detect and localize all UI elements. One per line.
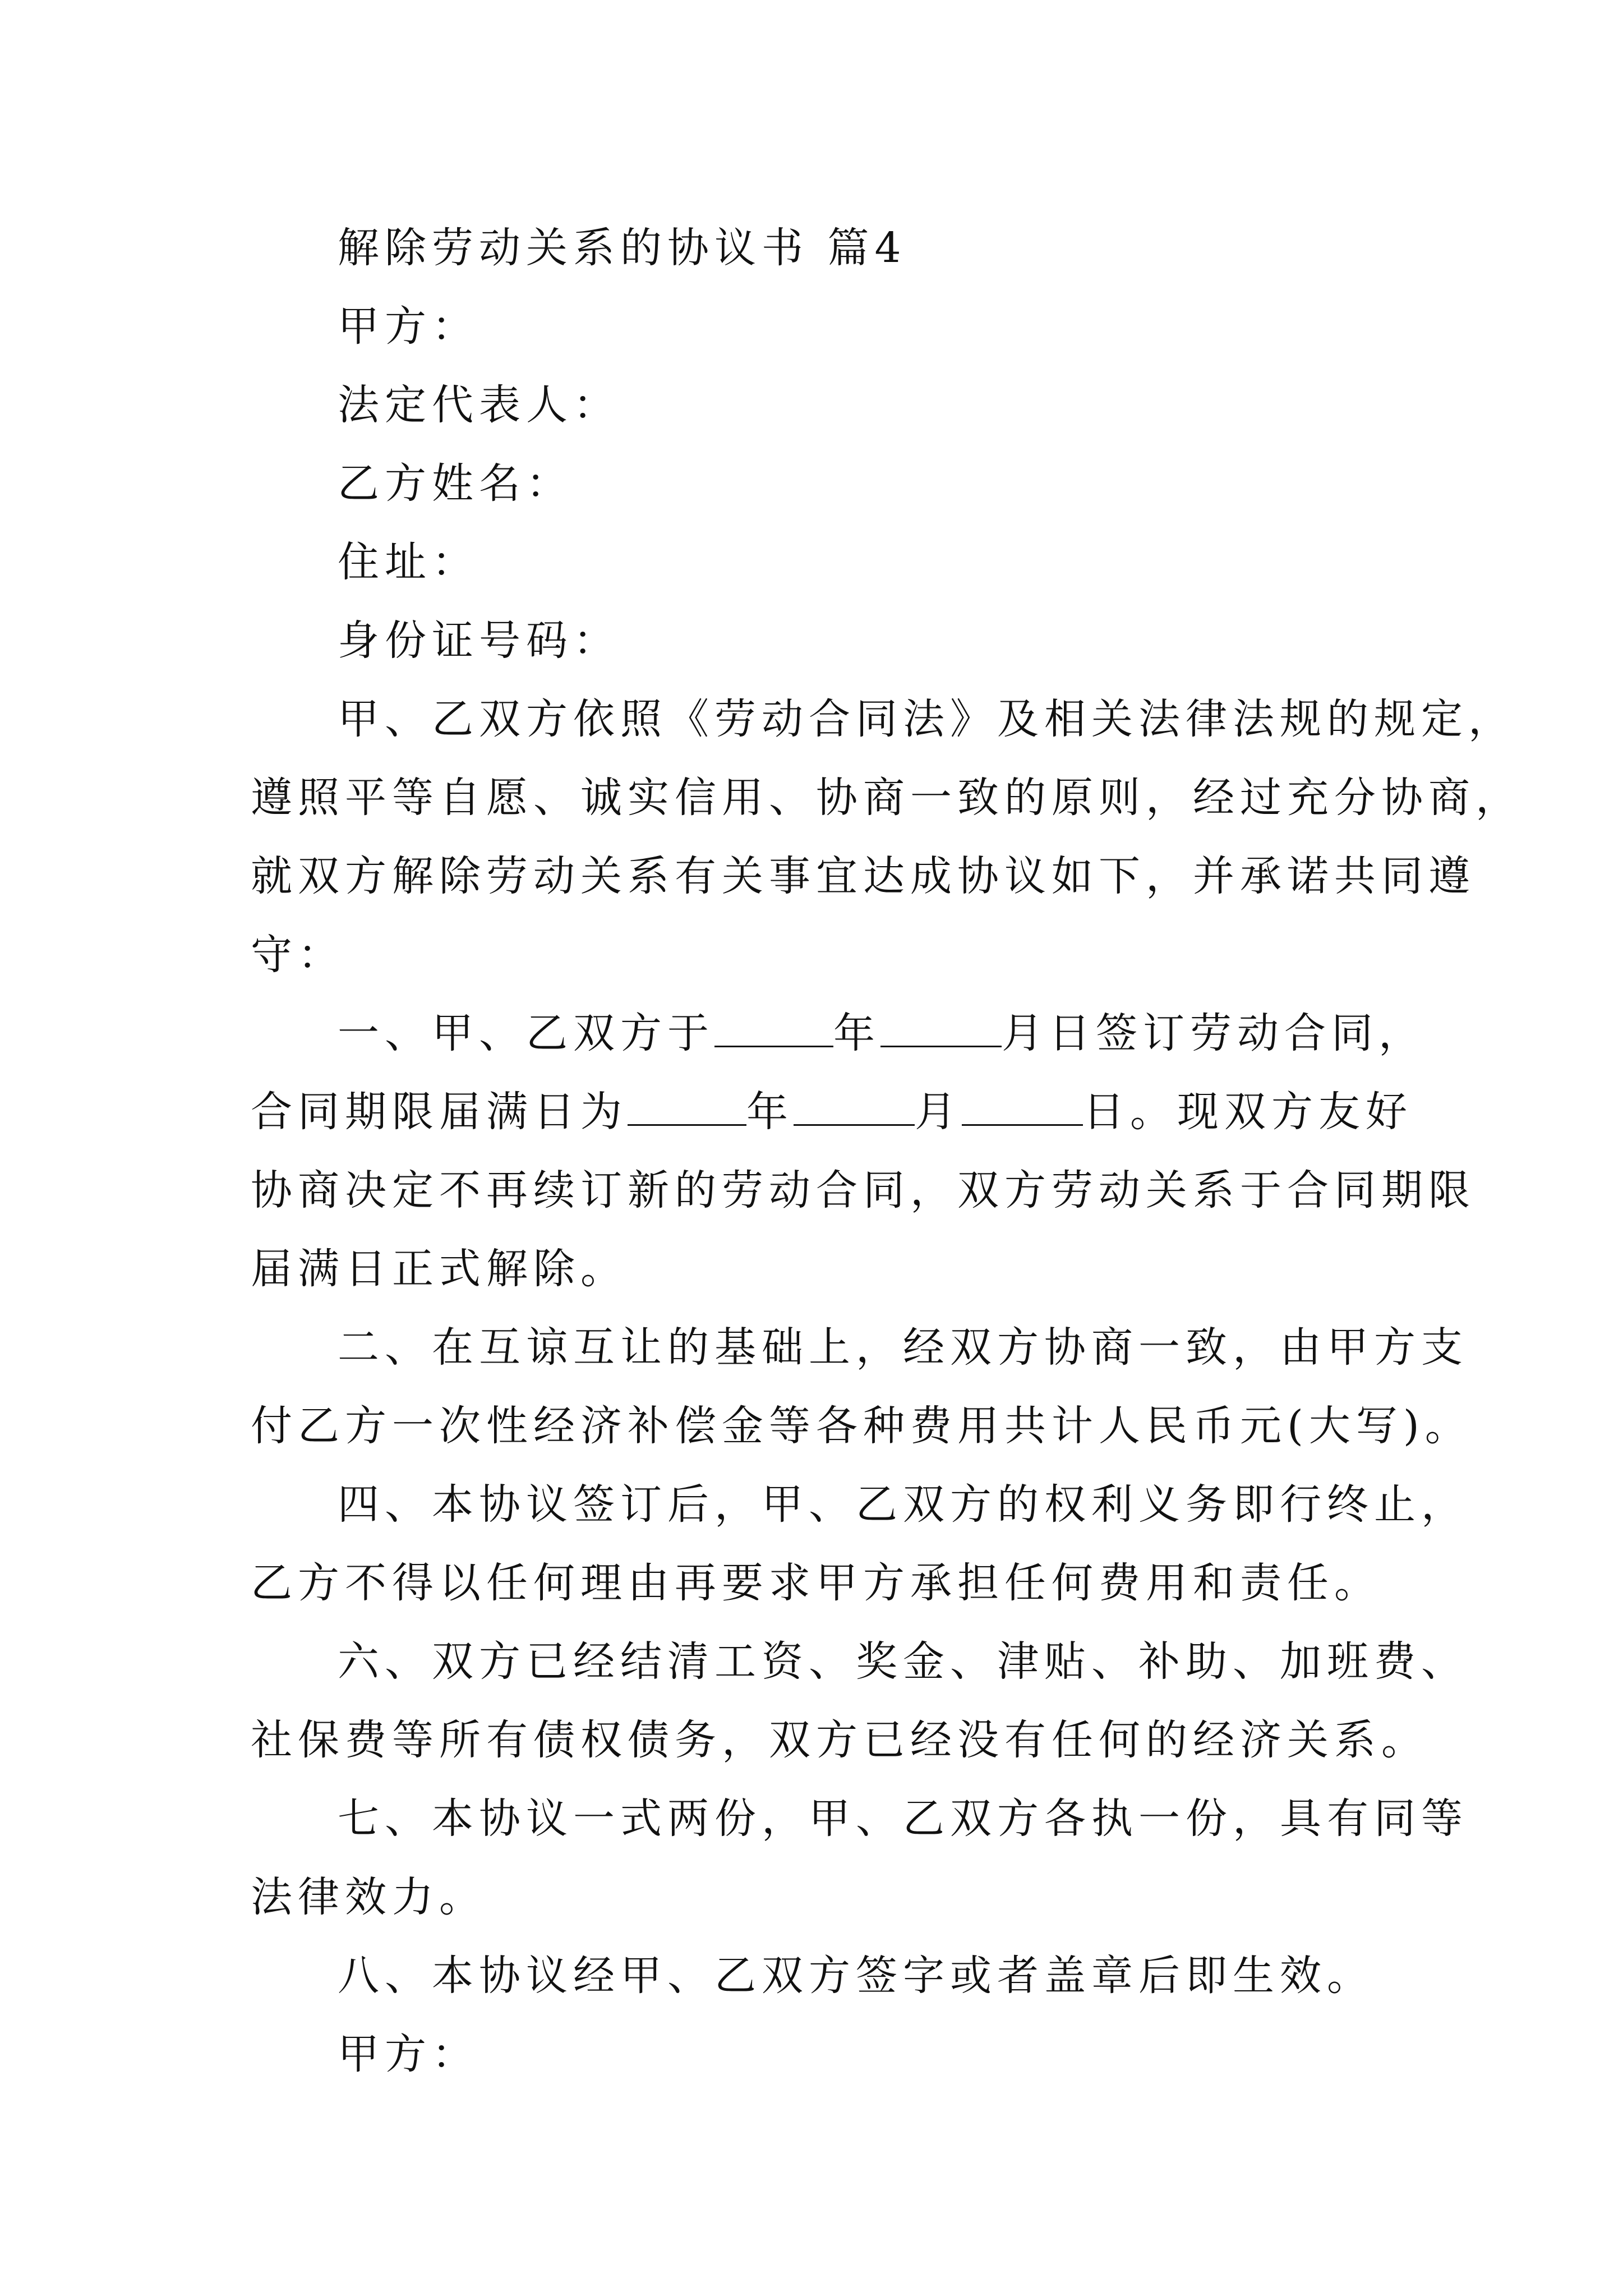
clause1-text-e: 年: [746, 1088, 794, 1136]
clause6-line-2: 社保费等所有债权债务，双方已经没有任何的经济关系。: [251, 1716, 1428, 1764]
field-legal-rep: 法定代表人：: [338, 381, 620, 429]
clause7-line-2: 法律效力。: [251, 1873, 486, 1921]
field-address: 住址：: [338, 538, 479, 586]
clause1-text-d: 合同期限届满日为: [251, 1088, 628, 1136]
clause1-text-g: 日。现双方友好: [1083, 1088, 1413, 1136]
intro-line-4: 守：: [251, 931, 345, 979]
field-id-number: 身份证号码：: [338, 616, 620, 665]
field-party-a: 甲方：: [338, 302, 479, 351]
clause2-line-2: 付乙方一次性经济补偿金等各种费用共计人民币元(大写)。: [251, 1402, 1472, 1450]
clause1-line-1: [251, 994, 1426, 1073]
clause1-line-4: 届满日正式解除。: [251, 1245, 628, 1293]
clause6-line-1: 六、双方已经结清工资、奖金、津贴、补助、加班费、: [338, 1637, 1468, 1686]
clause8-line-1: 八、本协议经甲、乙双方签字或者盖章后即生效。: [338, 1952, 1374, 2000]
blank-year-sign: [714, 1013, 833, 1047]
document-title: 解除劳动关系的协议书 篇4: [338, 224, 907, 272]
signature-party-a: 甲方：: [338, 2030, 479, 2078]
intro-line-2: 遵照平等自愿、诚实信用、协商一致的原则，经过充分协商，: [251, 774, 1523, 822]
clause1-text-a: 一、甲、乙双方于: [338, 1009, 714, 1057]
intro-line-3: 就双方解除劳动关系有关事宜达成协议如下，并承诺共同遵: [251, 852, 1476, 900]
blank-month-expire: [794, 1092, 915, 1126]
clause1-text-c: 月日签订劳动合同，: [1002, 1009, 1426, 1057]
clause1-text-f: 月: [915, 1088, 962, 1136]
intro-line-1: 甲、乙双方依照《劳动合同法》及相关法律法规的规定，: [338, 695, 1515, 743]
clause1-text-b: 年: [833, 1009, 880, 1057]
clause1-line-2: [251, 1073, 1413, 1151]
clause7-line-1: 七、本协议一式两份，甲、乙双方各执一份，具有同等: [338, 1795, 1468, 1843]
blank-year-expire: [628, 1092, 746, 1126]
field-party-b-name: 乙方姓名：: [338, 459, 573, 508]
clause4-line-1: 四、本协议签订后，甲、乙双方的权利义务即行终止，: [338, 1480, 1468, 1529]
document-body: [251, 209, 1523, 2093]
clause1-line-3: 协商决定不再续订新的劳动合同，双方劳动关系于合同期限: [251, 1166, 1476, 1214]
clause2-line-1: 二、在互谅互让的基础上，经双方协商一致，由甲方支: [338, 1323, 1468, 1372]
blank-month-sign: [880, 1013, 1002, 1047]
clause4-line-2: 乙方不得以任何理由再要求甲方承担任何费用和责任。: [251, 1559, 1381, 1607]
blank-day-expire: [962, 1092, 1083, 1126]
